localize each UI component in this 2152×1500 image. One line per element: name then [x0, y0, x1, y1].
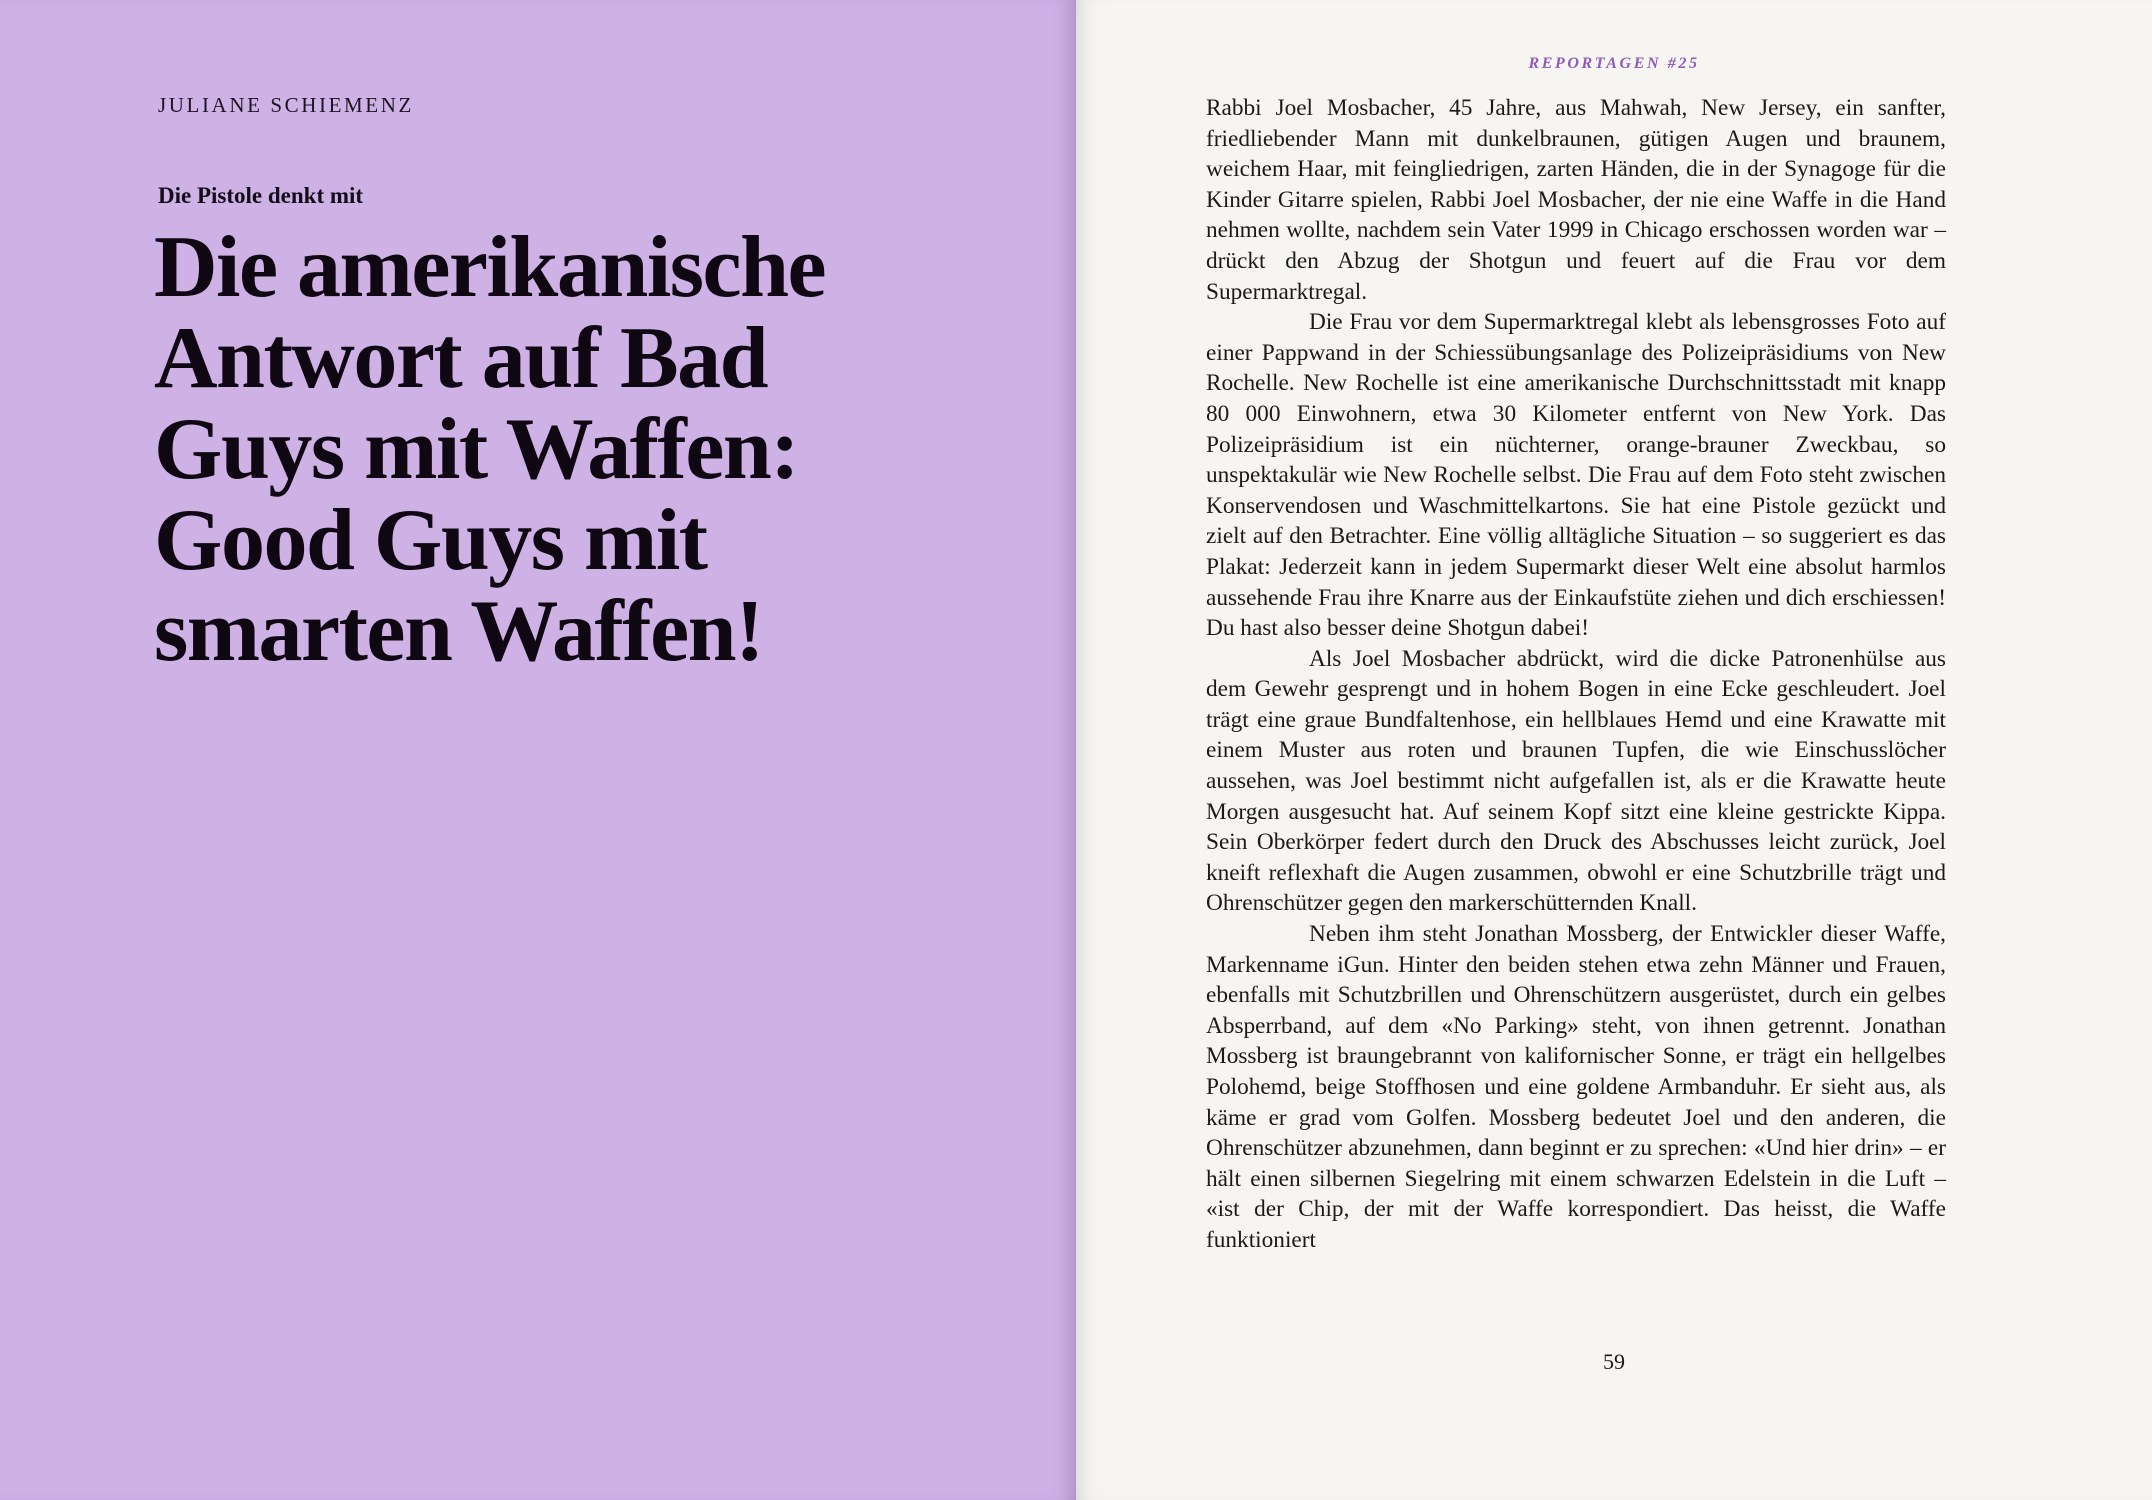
article-body — [1206, 93, 1946, 1256]
body-paragraph: Neben ihm steht Jonathan Mossberg, der Entwickler dieser Waffe, Markenname iGun. Hinter den beiden stehen etwa zehn Männer und Frauen, ebenfalls mit Schutzbrillen und Ohrenschützern ausgerüstet, durch ein gelbes Absperrband, auf dem «No Parking» steht, von ihnen getrennt. Jonathan Mossberg ist braungebrannt von kalifornischer Sonne, er trägt ein hellgelbes Polohemd, beige Stoffhosen und eine goldene Armbanduhr. Er sieht aus, als käme er grad vom Golfen. Mossberg bedeutet Joel und den anderen, die Ohrenschützer abzunehmen, dann beginnt er zu sprechen: «Und hier drin» – er hält einen silbernen Siegelring mit einem schwarzen Edelstein in die Luft – «ist der Chip, der mit der Waffe korrespondiert. Das heisst, die Waffe funktioniert — [1206, 921, 1946, 1253]
body-paragraph: Die Frau vor dem Supermarktregal klebt als lebensgrosses Foto auf einer Pappwand in der Schiessübungsanlage des Polizeipräsidiums von New Rochelle. New Rochelle ist eine amerikanische Durchschnittsstadt mit knapp 80 000 Einwohnern, etwa 30 Kilometer entfernt von New York. Das Polizeipräsidium ist ein nüchterner, orange-brauner Zweckbau, so unspektakulär wie New Rochelle selbst. Die Frau auf dem Foto steht zwischen Konservendosen und Waschmittelkartons. Sie hat eine Pistole gezückt und zielt auf den Betrachter. Eine völlig alltägliche Situation – so suggeriert es das Plakat: Jederzeit kann in jedem Supermarkt dieser Welt eine absolut harmlos aussehende Frau ihre Knarre aus der Einkaufstüte ziehen und dich erschiessen! Du hast also besser deine Shotgun dabei! — [1206, 309, 1946, 642]
author-name: JULIANE SCHIEMENZ — [158, 93, 414, 117]
page-number: 59 — [1603, 1349, 1625, 1374]
headline-line: smarten Waffen! — [154, 583, 763, 680]
kicker-subtitle: Die Pistole denkt mit — [158, 183, 364, 208]
running-head: REPORTAGEN #25 — [1528, 55, 1700, 72]
headline-line: Die amerikanische — [154, 219, 826, 316]
body-paragraph: Als Joel Mosbacher abdrückt, wird die dicke Patronenhülse aus dem Gewehr gesprengt und in hohem Bogen in eine Ecke geschleudert. Joel trägt eine graue Bundfaltenhose, ein hellblaues Hemd und eine Krawatte mit einem Muster aus roten und braunen Tupfen, die wie Einschusslöcher aussehen, was Joel bestimmt nicht aufgefallen ist, als er die Krawatte heute Morgen ausgesucht hat. Auf seinem Kopf sitzt eine kleine gestrickte Kippa. Sein Oberkörper federt durch den Druck des Abschusses leicht zurück, Joel kneift reflexhaft die Augen zusammen, obwohl er eine Schutzbrille trägt und Ohrenschützer gegen den markerschütternden Knall. — [1206, 645, 1946, 917]
headline-line: Guys mit Waffen: — [154, 401, 799, 498]
right-page — [1076, 0, 2152, 1500]
headline — [154, 219, 1034, 680]
body-paragraph: Rabbi Joel Mosbacher, 45 Jahre, aus Mahwah, New Jersey, ein sanfter, friedliebender Mann mit dunkelbraunen, gütigen Augen und braunem, weichem Haar, mit feingliedrigen, zarten Händen, die in der Synagoge für die Kinder Gitarre spielen, Rabbi Joel Mosbacher, der nie eine Waffe in die Hand nehmen wollte, nachdem sein Vater 1999 in Chicago erschossen worden war – drückt den Abzug der Shotgun und feuert auf die Frau vor dem Supermarktregal. — [1206, 95, 1946, 305]
headline-line: Antwort auf Bad — [154, 310, 768, 407]
headline-line: Good Guys mit — [154, 492, 707, 589]
